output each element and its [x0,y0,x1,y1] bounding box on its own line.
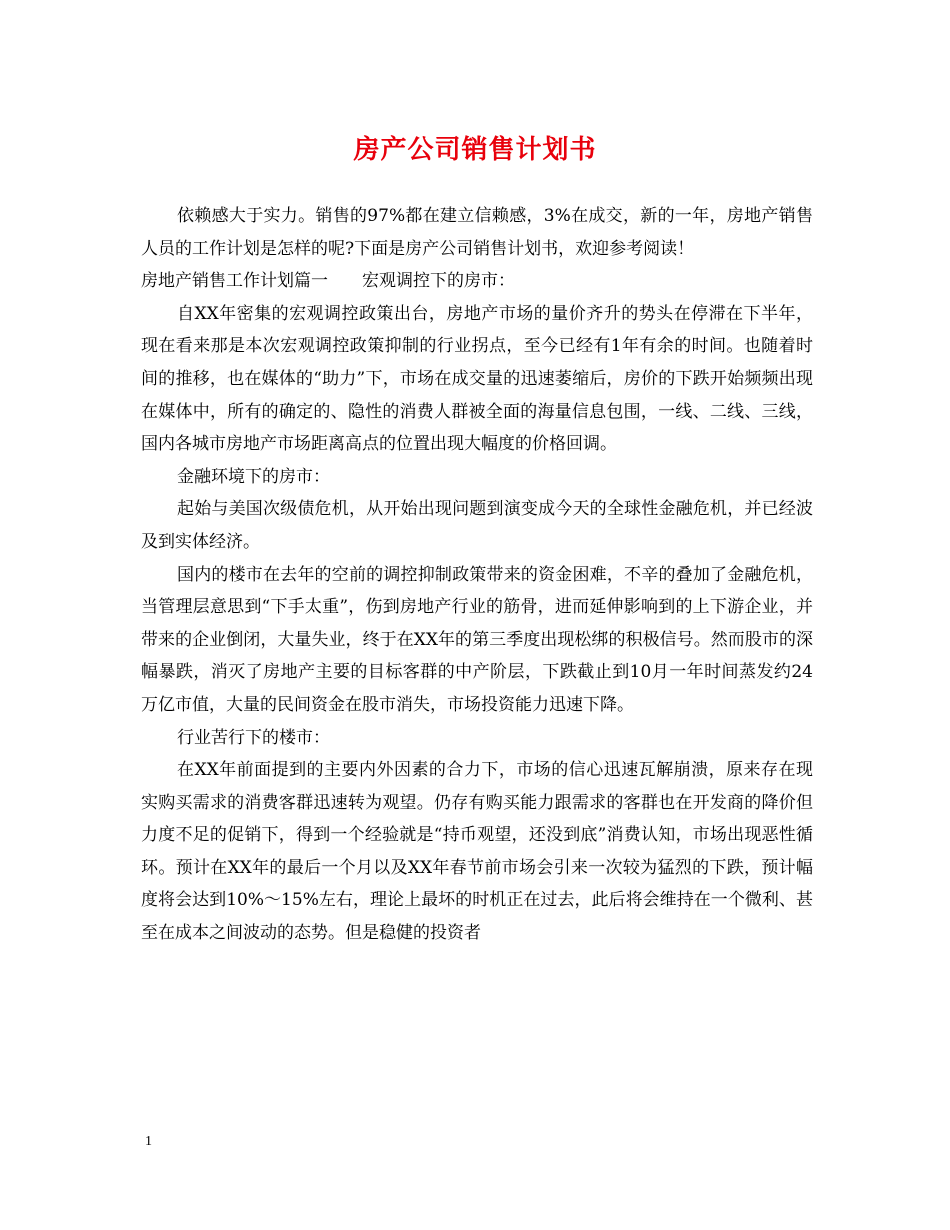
paragraph-market-confidence: 在XX年前面提到的主要内外因素的合力下，市场的信心迅速瓦解崩溃，原来存在现实购买需求的消费客群迅速转为观望。仍存有购买能力跟需求的客群也在开发商的降价但力度不足的促销下，得到一个经验就是“持币观望，还没到底”消费认知，市场出现恶性循环。预计在XX年的最后一个月以及XX年春节前市场会引来一次较为猛烈的下跌，预计幅度将会达到10%～15%左右，理论上最坏的时机正在过去，此后将会维持在一个微利、甚至在成本之间波动的态势。但是稳健的投资者 [141,760,813,944]
section-heading-macro-control: 房地产销售工作计划篇一 宏观调控下的房市： [141,271,515,292]
paragraph-domestic-market: 国内的楼市在去年的空前的调控抑制政策带来的资金困难，不辛的叠加了金融危机，当管理层意思到“下手太重”，伤到房地产行业的筋骨，进而延伸影响到的上下游企业，并带来的企业倒闭，大量失业，终于在XX年的第三季度出现松绑的积极信号。然而股市的深幅暴跌，消灭了房地产主要的目标客群的中产阶层，下跌截止到10月一年时间蒸发约24万亿市值，大量的民间资金在股市消失，市场投资能力迅速下降。 [141,564,813,715]
paragraph-macro-control: 自XX年密集的宏观调控政策出台，房地产市场的量价齐升的势头在停滞在下半年，现在看来那是本次宏观调控政策抑制的行业拐点，至今已经有1年有余的时间。也随着时间的推移，也在媒体的“助力”下，市场在成交量的迅速萎缩后，房价的下跌开始频频出现在媒体中，所有的确定的、隐性的消费人群被全面的海量信息包围，一线、二线、三线，国内各城市房地产市场距离高点的位置出现大幅度的价格回调。 [141,303,813,455]
document-body [141,200,813,950]
subheading-industry-hardship: 行业苦行下的楼市： [177,727,330,748]
document-title: 房产公司销售计划书 [353,135,597,165]
paragraph-intro: 依赖感大于实力。销售的97%都在建立信赖感，3%在成交，新的一年，房地产销售人员的工作计划是怎样的呢?下面是房产公司销售计划书，欢迎参考阅读！ [141,206,813,259]
subheading-financial-environment: 金融环境下的房市： [177,466,330,487]
page-number: 1 [145,1134,152,1149]
paragraph-subprime-crisis: 起始与美国次级债危机，从开始出现问题到演变成今天的全球性金融危机，并已经波及到实体经济。 [141,499,813,552]
